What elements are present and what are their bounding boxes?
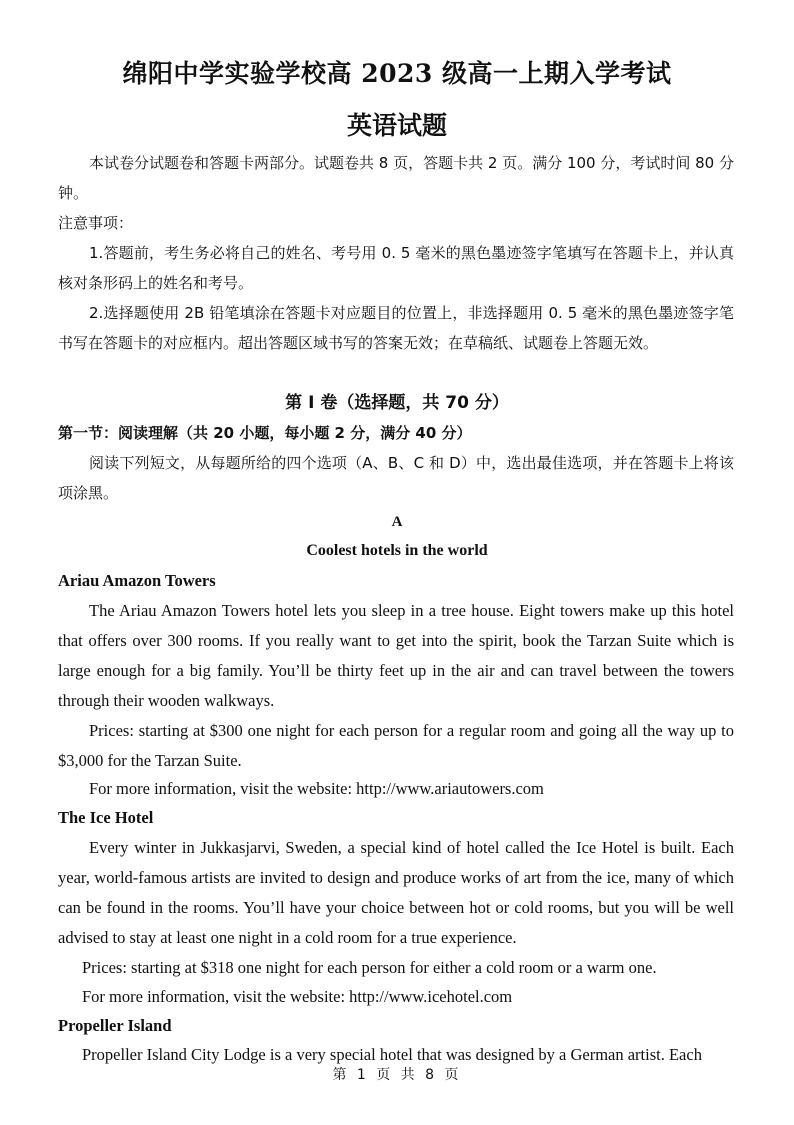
notice-label: 注意事项： (58, 214, 134, 232)
passage-label: A (391, 514, 403, 530)
hotel-name: Propeller Island (58, 1016, 172, 1035)
hotel-description: Every winter in Jukkasjarvi, Sweden, a special kind of hotel called the Ice Hotel is built. Each year, world-famous artists are invited to design and produce works of art from the ice, many of which can be found in the rooms. You’ll have your choice between hot or cold rooms, but you will be well advised to stay at least one night in a cold room for a true experience. (58, 838, 734, 947)
section-instruction: 阅读下列短文，从每题所给的四个选项（A、B、C 和 D）中，选出最佳选项，并在答题卡上将该项涂黑。 (58, 454, 734, 502)
hotel-prices: Prices: starting at $300 one night for each person for a regular room and going all the way up to $3,000 for the Tarzan Suite. (58, 721, 734, 770)
hotel-info: For more information, visit the website: http://www.icehotel.com (82, 987, 513, 1006)
instructions-intro: 本试卷分试题卷和答题卡两部分。试题卷共 8 页，答题卡共 2 页。满分 100 分，考试时间 80 分钟。 (58, 154, 734, 202)
hotel-description: Propeller Island City Lodge is a very special hotel that was designed by a German artist. Each (82, 1045, 702, 1064)
hotel-name: Ariau Amazon Towers (58, 571, 216, 590)
passage-title: Coolest hotels in the world (306, 542, 488, 559)
notice-item-2: 2.选择题使用 2B 铅笔填涂在答题卡对应题目的位置上，非选择题用 0. 5 毫米的黑色墨迹签字笔书写在答题卡的对应框内。超出答题区域书写的答案无效；在草稿纸、试题卷上答题无效。 (58, 304, 734, 352)
exam-subtitle: 英语试题 (346, 111, 447, 140)
part1-title: 第 I 卷（选择题，共 70 分） (285, 393, 509, 413)
hotel-info: For more information, visit the website: http://www.ariautowers.com (89, 779, 544, 798)
hotel-prices: Prices: starting at $318 one night for each person for either a cold room or a warm one. (82, 958, 657, 977)
notice-item-1: 1.答题前，考生务必将自己的姓名、考号用 0. 5 毫米的黑色墨迹签字笔填写在答题卡上，并认真核对条形码上的姓名和考号。 (58, 244, 734, 292)
hotel-name: The Ice Hotel (58, 808, 154, 827)
page-indicator: 第 1 页 共 8 页 (332, 1067, 462, 1083)
section-title: 第一节：阅读理解（共 20 小题，每小题 2 分，满分 40 分） (58, 424, 472, 442)
hotel-description: The Ariau Amazon Towers hotel lets you sleep in a tree house. Eight towers make up this hotel that offers over 300 rooms. If you really want to get into the spirit, book the Tarzan Suite which is large enough for a big family. You’ll be thirty feet up in the air and can travel between the towers through their wooden walkways. (58, 601, 734, 710)
exam-title: 绵阳中学实验学校高 2023 级高一上期入学考试 (122, 59, 672, 88)
